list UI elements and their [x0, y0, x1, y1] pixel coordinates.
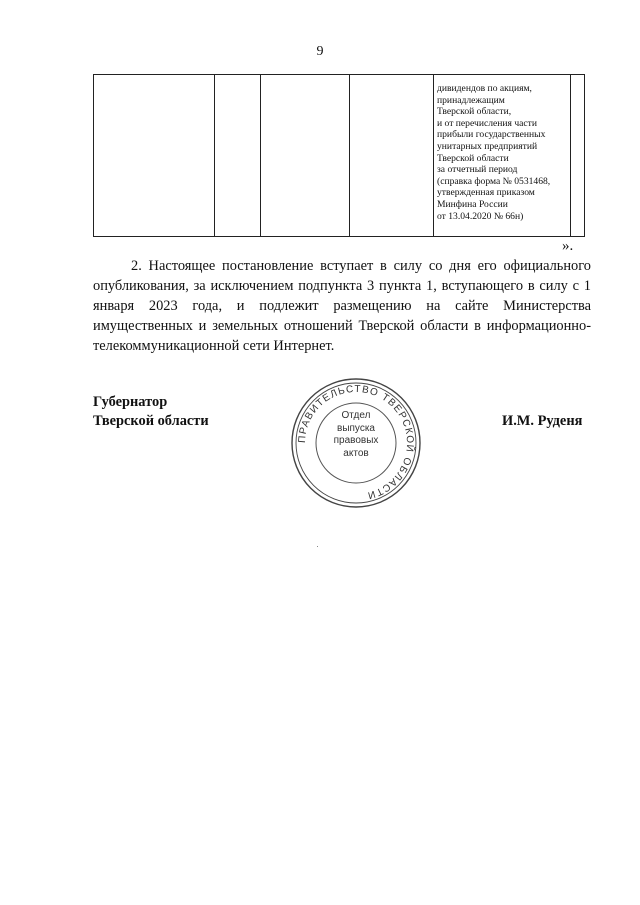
body-paragraph: 2. Настоящее постановление вступает в силу со дня его официального опубликования, за исключением подпункта 3 пункта 1, вступающего в силу с 1 января 2023 года, и подлежит размещению на сайте Министерства имущественных и земельных отношений Тверской области в информационно-телекоммуникационной сети Интернет. — [93, 258, 591, 354]
stamp-center-line: выпуска — [337, 422, 375, 434]
page-number: 9 — [316, 44, 324, 59]
table-cell-text: дивидендов по акциям, принадлежащим Тверской области, и от перечисления части прибыли государственных унитарных предприятий Тверской области за отчетный период (справка форма № 0531468, утвержденная приказом Минфина России от 13.04.2020 № 66н) — [437, 83, 551, 222]
stamp-center-text — [318, 410, 394, 460]
signatory-name: И.М. Руденя — [502, 413, 583, 429]
stamp-center-line: правовых — [333, 435, 379, 446]
stamp-center-line: Отдел — [341, 410, 371, 421]
stamp-center-line: актов — [343, 447, 369, 459]
signatory-title — [93, 393, 209, 431]
table-cell-description — [434, 75, 571, 237]
signatory-title-line: Тверской области — [93, 413, 209, 429]
stamp-ring-text: ПРАВИТЕЛЬСТВО ТВЕРСКОЙ ОБЛАСТИ — [296, 383, 416, 501]
table-cell-empty — [350, 75, 434, 237]
signatory-title-line: Губернатор — [93, 394, 168, 410]
scan-speck — [317, 546, 318, 547]
continuation-table — [93, 74, 585, 237]
closing-quote-mark: ». — [562, 238, 574, 254]
table-cell-empty — [261, 75, 350, 237]
table-row — [94, 75, 585, 237]
table-cell-empty — [94, 75, 215, 237]
table-cell-empty — [215, 75, 261, 237]
table-cell-empty — [571, 75, 585, 237]
